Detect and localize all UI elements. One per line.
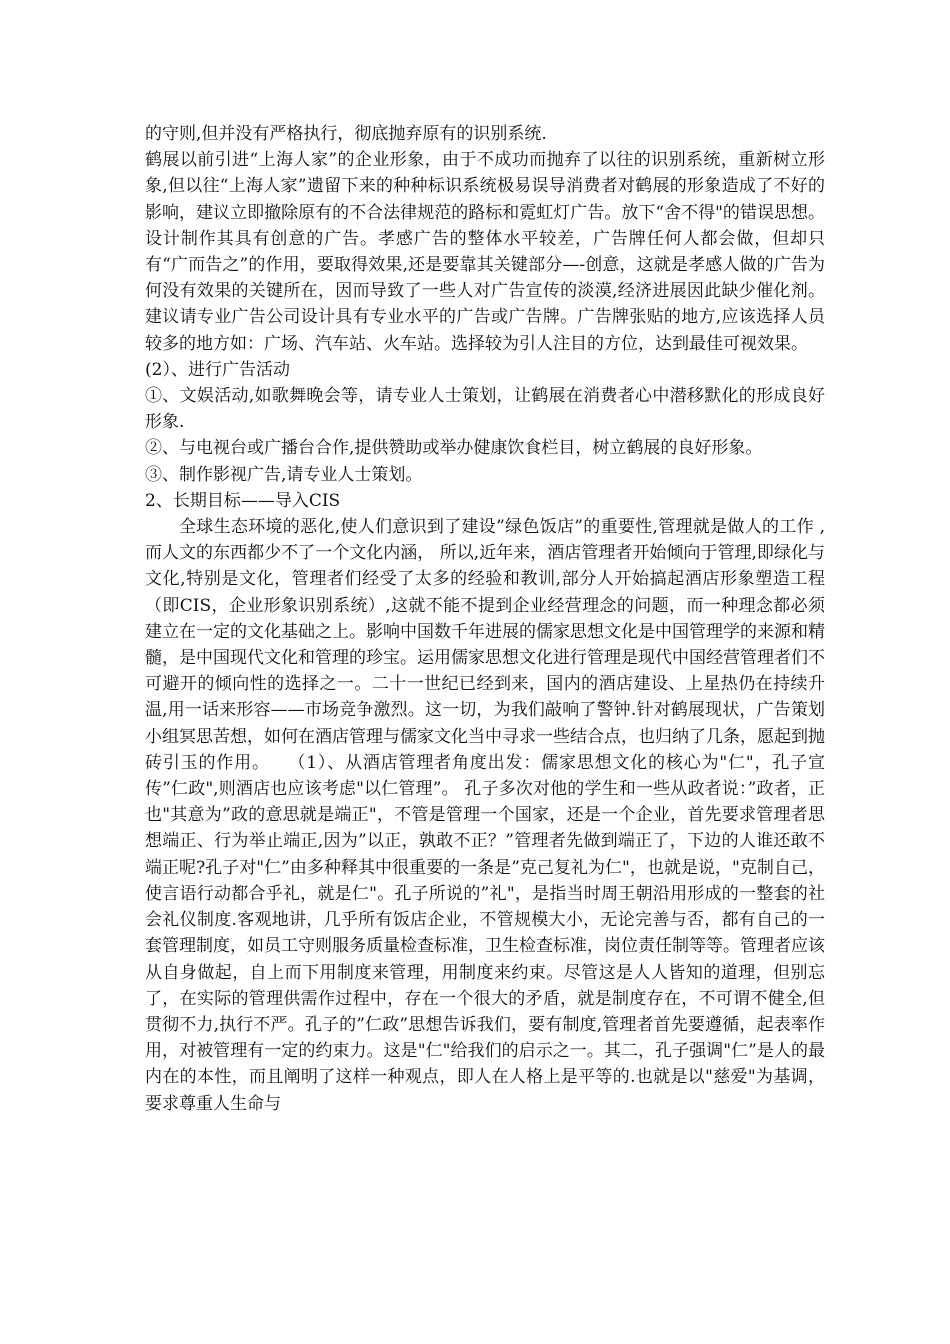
paragraph: 的守则,但并没有严格执行，彻底抛弃原有的识别系统. — [145, 124, 547, 144]
paragraph: 鹤展以前引进“上海人家”的企业形象，由于不成功而抛弃了以往的识别系统，重新树立形象,但以往“上海人家”遗留下来的种种标识系统极易误导消费者对鹤展的形象造成了不好的影响，建议立即撤除原有的不合法律规范的路标和霓虹灯广告。放下“舍不得"的错误思想。设计制作其具有创意的广告。孝感广告的整体水平较差，广告牌任何人都会做，但却只有“广而告之”的作用，要取得效果,还是要靠其关键部分—-创意，这就是孝感人做的广告为何没有效果的关键所在，因而导致了一些人对广告宣传的淡漠,经济进展因此缺少催化剂。建议请专业广告公司设计具有专业水平的广告或广告牌。广告牌张贴的地方,应该选择人员较多的地方如：广场、汽车站、火车站。选择较为引人注目的方位，达到最佳可视效果。 — [145, 150, 825, 354]
list-item: ③、制作影视广告,请专业人士策划。 — [145, 464, 423, 485]
paragraph: 全球生态环境的恶化,使人们意识到了建设”绿色饭店”的重要性,管理就是做人的工作 ,而人文的东西都少不了一个文化内涵， 所以,近年来，酒店管理者开始倾向于管理,即绿化与文化,特别是文化，管理者们经受了太多的经验和教训,部分人开始搞起酒店形象塑造工程（即CIS，企业形象识别系统）,这就不能不提到企业经营理念的问题，而一种理念都必须建立在一定的文化基础之上。影响中国数千年进展的儒家思想文化是中国管理学的来源和精髓，是中国现代文化和管理的珍宝。运用儒家思想文化进行管理是现代中国经营管理者们不可避开的倾向性的选择之一。二十一世纪已经到来，国内的酒店建设、上星热仍在持续升温,用一话来形容——市场竞争激烈。这一切，为我们敲响了警钟.针对鹤展现状，广告策划小组冥思苦想，如何在酒店管理与儒家文化当中寻求一些结合点，也归纳了几条，愿起到抛砖引玉的作用。 （1）、从酒店管理者角度出发：儒家思想文化的核心为"仁"，孔子宣传”仁政",则酒店也应该考虑"以仁管理”。 孔子多次对他的学生和一些从政者说：”政者，正也"其意为”政的意思就是端正"，不管是管理一个国家，还是一个企业，首先要求管理者思想端正、行为举止端正,因为”以正，孰敢不正？”管理者先做到端正了，下边的人谁还敢不端正呢?孔子对"仁”由多种释其中很重要的一条是”克己复礼为仁"，也就是说，"克制自己，使言语行动都合乎礼，就是仁"。孔子所说的”礼"，是指当时周王朝沿用形成的一整套的社会礼仪制度.客观地讲，几乎所有饭店企业，不管规模大小，无论完善与否，都有自己的一套管理制度，如员工守则服务质量检查标准，卫生检查标准，岗位责任制等等。管理者应该从自身做起，自上而下用制度来管理，用制度来约束。尽管这是人人皆知的道理，但别忘了，在实际的管理供需作过程中，存在一个很大的矛盾，就是制度存在，不可谓不健全,但贯彻不力,执行不严。孔子的”仁政”思想告诉我们，要有制度,管理者首先要遵循，起表率作用，对被管理有一定的约束力。这是"仁"给我们的启示之一。其二，孔子强调"仁”是人的最内在的本性，而且阐明了这样一种观点，即人在人格上是平等的.也就是以"慈爱"为基调，要求尊重人生命与 — [145, 517, 825, 1114]
document-body — [145, 121, 825, 1117]
section-heading: 2、长期目标——导入CIS — [145, 490, 341, 511]
list-item: ②、与电视台或广播台合作,提供赞助或举办健康饮食栏目，树立鹤展的良好形象。 — [145, 438, 763, 459]
section-heading: (2）、进行广告活动 — [145, 359, 290, 380]
list-item: ①、文娱活动,如歌舞晚会等，请专业人士策划，让鹤展在消费者心中潜移默化的形成良好形象. — [145, 386, 825, 433]
